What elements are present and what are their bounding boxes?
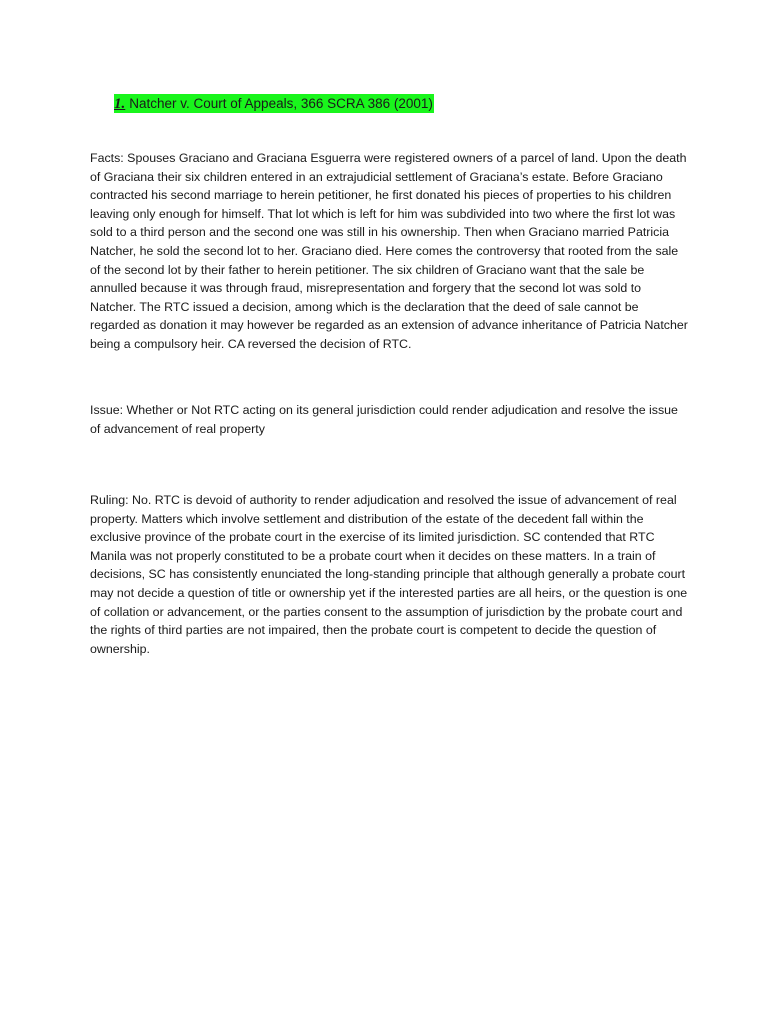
ruling-paragraph: Ruling: No. RTC is devoid of authority to render adjudication and resolved the issue of advancement of real property. Matters which involve settlement and distribution of the estate of the decedent fall within the exclusive province of the probate court in the exercise of its limited jurisdiction. SC contended that RTC Manila was not properly constituted to be a probate court when it decides on these matters. In a train of decisions, SC has consistently enunciated the long-standing principle that although generally a probate court may not decide a question of title or ownership yet if the interested parties are all heirs, or the question is one of collation or advancement, or the parties consent to the assumption of jurisdiction by the probate court and the rights of third parties are not impaired, then the probate court is competent to decide the question of ownership. [90, 493, 688, 656]
facts-paragraph: Facts: Spouses Graciano and Graciana Esguerra were registered owners of a parcel of land. Upon the death of Graciana their six children entered in an extrajudicial settlement of Graciana’s estate. Before Graciano contracted his second marriage to herein petitioner, he first donated his pieces of properties to his children leaving only enough for himself. That lot which is left for him was subdivided into two where the first lot was sold to a third person and the second one was still in his ownership. Then when Graciano married Patricia Natcher, he sold the second lot to her. Graciano died. Here comes the controversy that rooted from the sale of the second lot by their father to herein petitioner. The six children of Graciano want that the sale be annulled because it was through fraud, misrepresentation and forgery that the second lot was sold to Natcher. The RTC issued a decision, among which is the declaration that the deed of sale cannot be regarded as donation it may however be regarded as an extension of advance inheritance of Patricia Natcher being a compulsory heir. CA reversed the decision of RTC. [90, 151, 688, 351]
issue-paragraph: Issue: Whether or Not RTC acting on its general jurisdiction could render adjudication and resolve the issue of advancement of real property [90, 403, 678, 436]
case-title: Natcher v. Court of Appeals, 366 SCRA 386 (2001) [129, 96, 433, 111]
case-number: 1. [114, 96, 126, 112]
case-heading [114, 94, 434, 113]
